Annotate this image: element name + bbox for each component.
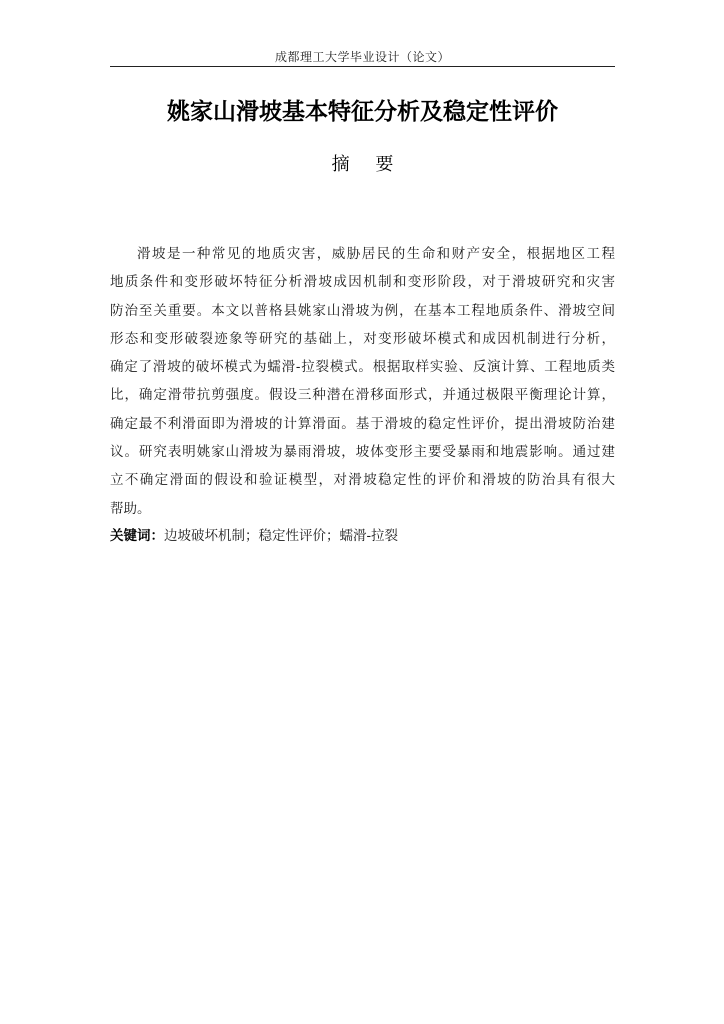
abstract-line: 帮助。 xyxy=(110,500,151,517)
keywords-label: 关键词： xyxy=(110,528,164,544)
keywords-text: 边坡破坏机制；稳定性评价；蠕滑-拉裂 xyxy=(164,528,399,544)
abstract-line: 滑坡是一种常见的地质灾害，威胁居民的生命和财产安全，根据地区工程 xyxy=(137,246,615,262)
abstract-line: 确定最不利滑面即为滑坡的计算滑面。基于滑坡的稳定性评价，提出滑坡防治建 xyxy=(110,415,615,432)
page-title: 姚家山滑坡基本特征分析及稳定性评价 xyxy=(167,99,558,125)
abstract-line: 地质条件和变形破坏特征分析滑坡成因机制和变形阶段，对于滑坡研究和灾害 xyxy=(110,274,615,291)
header-rule xyxy=(110,66,615,67)
abstract-line: 确定了滑坡的破坏模式为蠕滑-拉裂模式。根据取样实验、反演计算、工程地质类 xyxy=(110,359,615,376)
abstract-line: 形态和变形破裂迹象等研究的基础上，对变形破坏模式和成因机制进行分析， xyxy=(110,330,615,347)
abstract-line: 议。研究表明姚家山滑坡为暴雨滑坡，坡体变形主要受暴雨和地震影响。通过建 xyxy=(110,444,615,461)
abstract-line: 防治至关重要。本文以普格县姚家山滑坡为例，在基本工程地质条件、滑坡空间 xyxy=(110,302,615,319)
abstract-heading: 摘 要 xyxy=(331,154,404,175)
abstract-line: 立不确定滑面的假设和验证模型，对滑坡稳定性的评价和滑坡的防治具有很大 xyxy=(110,472,615,489)
abstract-body xyxy=(110,240,615,523)
running-header: 成都理工大学毕业设计（论文） xyxy=(274,50,450,64)
keywords xyxy=(110,522,615,550)
abstract-line: 比，确定滑带抗剪强度。假设三种潜在滑移面形式，并通过极限平衡理论计算， xyxy=(110,387,615,404)
